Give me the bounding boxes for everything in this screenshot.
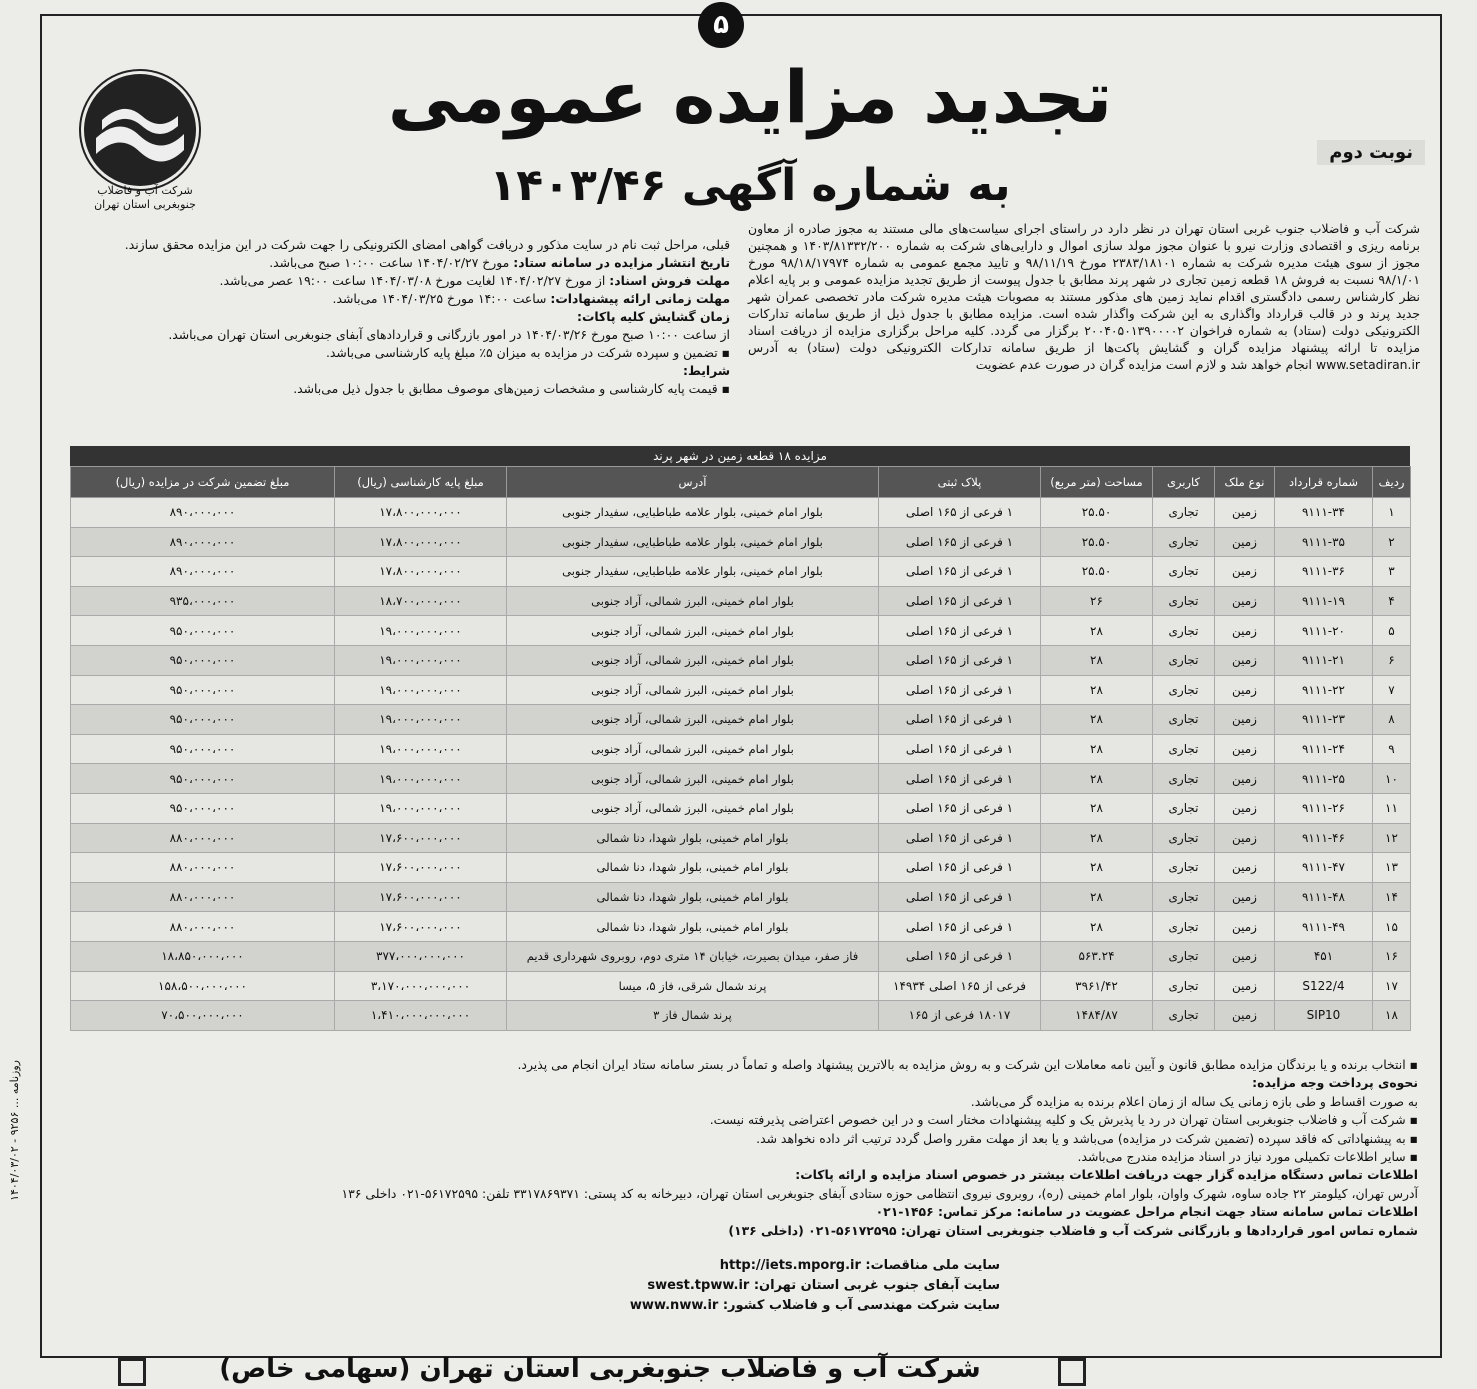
- table-row: [71, 586, 1411, 616]
- table-cell: ۲۸: [1041, 645, 1153, 675]
- table-header-row: [71, 467, 1411, 498]
- table-cell: بلوار امام خمینی، بلوار علامه طباطبایی، سفیدار جنوبی: [507, 557, 879, 587]
- table-cell: ۱۱: [1373, 793, 1411, 823]
- table-cell: ۹۵۰،۰۰۰،۰۰۰: [71, 705, 335, 735]
- logo-caption: [50, 184, 240, 212]
- intro-details: [120, 236, 730, 398]
- table-cell: زمین: [1215, 498, 1275, 528]
- table-cell: ۲۸: [1041, 823, 1153, 853]
- page-badge: ۵: [698, 2, 744, 48]
- table-cell: ۳: [1373, 557, 1411, 587]
- table-cell: ۱۷،۸۰۰،۰۰۰،۰۰۰: [335, 498, 507, 528]
- note-rights: ▪ شرکت آب و فاضلاب جنوبغربی استان تهران در رد یا پذیرش یک و کلیه پیشنهادات مختار است و در این خصوص اعتراضی پذیرفته نیست.: [709, 1112, 1418, 1128]
- table-row: [71, 645, 1411, 675]
- table-cell: ۹۵۰،۰۰۰،۰۰۰: [71, 675, 335, 705]
- table-header-cell: شماره قرارداد: [1275, 467, 1373, 498]
- table-cell: ۱۲: [1373, 823, 1411, 853]
- table-cell: ۲۸: [1041, 882, 1153, 912]
- table-cell: زمین: [1215, 823, 1275, 853]
- table-cell: ۱ فرعی از ۱۶۵ اصلی: [879, 616, 1041, 646]
- offer-deadline: مهلت زمانی ارائه پیشنهادات: ساعت ۱۴:۰۰ مورخ ۱۴۰۴/۰۳/۲۵ می‌باشد.: [332, 291, 730, 306]
- opening-label: زمان گشایش کلیه پاکات:: [576, 309, 730, 324]
- table-cell: ۸۸۰،۰۰۰،۰۰۰: [71, 882, 335, 912]
- table-row: [71, 527, 1411, 557]
- table-cell: ۹۵۰،۰۰۰،۰۰۰: [71, 793, 335, 823]
- table-cell: ۶: [1373, 645, 1411, 675]
- table-cell: ۱ فرعی از ۱۶۵ اصلی: [879, 823, 1041, 853]
- table-cell: بلوار امام خمینی، البرز شمالی، آراد جنوبی: [507, 764, 879, 794]
- table-cell: فرعی از ۱۶۵ اصلی ۱۴۹۳۴: [879, 971, 1041, 1001]
- table-body: [71, 498, 1411, 1031]
- table-cell: تجاری: [1153, 882, 1215, 912]
- publish-date: تاریخ انتشار مزایده در سامانه ستاد: مورخ ۱۴۰۴/۰۲/۲۷ ساعت ۱۰:۰۰ صبح می‌باشد.: [269, 255, 730, 270]
- table-cell: تجاری: [1153, 734, 1215, 764]
- table-cell: تجاری: [1153, 941, 1215, 971]
- ad-title: تجدید مزایده عمومی: [387, 55, 1113, 139]
- table-cell: ۲۶: [1041, 586, 1153, 616]
- table-cell: ۱۷،۶۰۰،۰۰۰،۰۰۰: [335, 853, 507, 883]
- table-cell: ۹۱۱۱-۲۶: [1275, 793, 1373, 823]
- table-cell: ۱۴۸۴/۸۷: [1041, 1001, 1153, 1031]
- table-cell: ۹۱۱۱-۲۴: [1275, 734, 1373, 764]
- table-cell: ۱۹،۰۰۰،۰۰۰،۰۰۰: [335, 675, 507, 705]
- table-cell: تجاری: [1153, 675, 1215, 705]
- table-cell: ۱ فرعی از ۱۶۵ اصلی: [879, 912, 1041, 942]
- intro-paragraph: شرکت آب و فاضلاب جنوب غربی استان تهران در نظر دارد در راستای اجرای سیاست‌های مالی مستند به مجوز صادره از معاون برنامه ریزی و اقتصادی وزارت نیرو با عنوان مجوز مولد سازی اموال و دارایی‌های شرکت به شماره ۱۴۰۳/۸۱۳۳۲/۲۰۰ و همچنین مجوز از سوی هیئت مدیره شرکت به شماره ۲۳۸۳/۱۸۱۰۱ مورخ ۹۸/۱۱/۱۹ و تایید مجمع عمومی به شماره ۹۸/۱۸/۱۷۹۷۴ مورخ ۹۸/۱/۰۱ نسبت به فروش ۱۸ قطعه زمین تجاری در شهر پرند مطابق با جدول پیوست از طریق تجدید مزایده عمومی و بر پایه اعلام نظر کارشناس رسمی دادگستری اقدام نماید زمین های مذکور مستند به مصوبات هیئت مدیره شرکت مادر تخصصی عمران شهر جدید پرند و در قالب قرارداد واگذاری به این شرکت واگذار شده است. مزایده مطابق با جدول ذیل از طریق سامانه تدارکات الکترونیکی دولت (ستاد) به شماره فراخوان ۲۰۰۴۰۵۰۱۳۹۰۰۰۰۲ برگزار می گردد. کلیه مراحل برگزاری مزایده از دریافت اسناد مزایده تا ارائه پیشنهاد مزایده گران و گشایش پاکت‌ها از طریق سامانه تدارکات الکترونیکی دولت (ستاد) به آدرس www.setadiran.ir انجام خواهد شد و لازم است مزایده گران در صورت عدم عضویت: [748, 221, 1421, 372]
- table-cell: زمین: [1215, 705, 1275, 735]
- table-row: [71, 734, 1411, 764]
- table-cell: تجاری: [1153, 823, 1215, 853]
- table-cell: تجاری: [1153, 853, 1215, 883]
- table-caption: مزایده ۱۸ قطعه زمین در شهر پرند: [70, 446, 1410, 466]
- links-section: [480, 1256, 1000, 1316]
- table-cell: تجاری: [1153, 912, 1215, 942]
- table-cell: ۲۸: [1041, 793, 1153, 823]
- table-cell: بلوار امام خمینی، بلوار علامه طباطبایی، سفیدار جنوبی: [507, 498, 879, 528]
- table-cell: ۹۱۱۱-۲۰: [1275, 616, 1373, 646]
- table-cell: زمین: [1215, 853, 1275, 883]
- table-cell: بلوار امام خمینی، البرز شمالی، آراد جنوبی: [507, 675, 879, 705]
- table-cell: ۲۵.۵۰: [1041, 557, 1153, 587]
- table-cell: بلوار امام خمینی، البرز شمالی، آراد جنوبی: [507, 705, 879, 735]
- table-cell: ۸۸۰،۰۰۰،۰۰۰: [71, 853, 335, 883]
- contact-address: آدرس تهران، کیلومتر ۲۲ جاده ساوه، شهرک واوان، بلوار امام خمینی (ره)، روبروی نیروی انتظامی حوزه ستادی آبفای جنوبغربی استان تهران، دبیرخانه به کد پستی: ۳۳۱۷۸۶۹۳۷۱ تلفن: ۵۶۱۷۲۵۹۵-۰۲۱ داخلی ۱۳۶: [341, 1185, 1418, 1201]
- table-cell: بلوار امام خمینی، بلوار شهدا، دنا شمالی: [507, 882, 879, 912]
- table-cell: ۱۷،۸۰۰،۰۰۰،۰۰۰: [335, 527, 507, 557]
- table-cell: زمین: [1215, 557, 1275, 587]
- table-cell: زمین: [1215, 586, 1275, 616]
- footer-company: شرکت آب و فاضلاب جنوبغربی استان تهران (سهامی خاص): [219, 1354, 981, 1384]
- table-cell: ۹: [1373, 734, 1411, 764]
- note-deposit: ▪ به پیشنهاداتی که فاقد سپرده (تضمین شرکت در مزایده) می‌باشد و یا بعد از مهلت مقرر واصل گردد ترتیب اثر داده نخواهد شد.: [756, 1130, 1418, 1146]
- table-header-cell: ردیف: [1373, 467, 1411, 498]
- table-cell: ۱ فرعی از ۱۶۵ اصلی: [879, 853, 1041, 883]
- table-cell: ۹۵۰،۰۰۰،۰۰۰: [71, 645, 335, 675]
- table-cell: ۳،۱۷۰،۰۰۰،۰۰۰،۰۰۰: [335, 971, 507, 1001]
- table-cell: ۱۳: [1373, 853, 1411, 883]
- table-cell: ۱۶: [1373, 941, 1411, 971]
- table-cell: بلوار امام خمینی، بلوار شهدا، دنا شمالی: [507, 853, 879, 883]
- table-row: [71, 971, 1411, 1001]
- logo-caption-line2: جنوبغربی استان تهران: [94, 198, 196, 211]
- table-cell: زمین: [1215, 1001, 1275, 1031]
- auction-table-wrap: [70, 446, 1410, 1031]
- table-cell: بلوار امام خمینی، البرز شمالی، آراد جنوبی: [507, 793, 879, 823]
- table-cell: ۱ فرعی از ۱۶۵ اصلی: [879, 527, 1041, 557]
- table-cell: ۸۸۰،۰۰۰،۰۰۰: [71, 823, 335, 853]
- table-row: [71, 764, 1411, 794]
- table-cell: زمین: [1215, 971, 1275, 1001]
- table-cell: تجاری: [1153, 557, 1215, 587]
- table-cell: ۹۱۱۱-۴۶: [1275, 823, 1373, 853]
- table-cell: ۱ فرعی از ۱۶۵ اصلی: [879, 764, 1041, 794]
- table-cell: ۳۹۶۱/۴۲: [1041, 971, 1153, 1001]
- table-cell: ۱۷،۸۰۰،۰۰۰،۰۰۰: [335, 557, 507, 587]
- table-cell: ۱،۴۱۰،۰۰۰،۰۰۰،۰۰۰: [335, 1001, 507, 1031]
- table-cell: بلوار امام خمینی، البرز شمالی، آراد جنوبی: [507, 645, 879, 675]
- table-cell: ۲۸: [1041, 764, 1153, 794]
- table-cell: تجاری: [1153, 645, 1215, 675]
- table-cell: ۹۱۱۱-۳۵: [1275, 527, 1373, 557]
- table-header-cell: مبلغ پایه کارشناسی (ریال): [335, 467, 507, 498]
- table-cell: تجاری: [1153, 793, 1215, 823]
- link-nww[interactable]: سایت شرکت مهندسی آب و فاضلاب کشور: www.nww.ir: [629, 1298, 1000, 1313]
- table-cell: پرند شمال فاز ۳: [507, 1001, 879, 1031]
- footer-square-left: [118, 1358, 146, 1386]
- table-cell: ۱۹،۰۰۰،۰۰۰،۰۰۰: [335, 645, 507, 675]
- table-row: [71, 823, 1411, 853]
- table-cell: ۱ فرعی از ۱۶۵ اصلی: [879, 793, 1041, 823]
- table-cell: ۱ فرعی از ۱۶۵ اصلی: [879, 498, 1041, 528]
- table-cell: بلوار امام خمینی، بلوار شهدا، دنا شمالی: [507, 912, 879, 942]
- table-cell: ۲۸: [1041, 853, 1153, 883]
- table-cell: ۱ فرعی از ۱۶۵ اصلی: [879, 882, 1041, 912]
- table-cell: پرند شمال شرقی، فاز ۵، میسا: [507, 971, 879, 1001]
- table-cell: تجاری: [1153, 586, 1215, 616]
- table-cell: بلوار امام خمینی، البرز شمالی، آراد جنوبی: [507, 586, 879, 616]
- price-note: ▪ قیمت پایه کارشناسی و مشخصات زمین‌های موصوف مطابق با جدول ذیل می‌باشد.: [293, 381, 730, 396]
- table-cell: ۵۶۳.۲۴: [1041, 941, 1153, 971]
- table-cell: تجاری: [1153, 527, 1215, 557]
- table-row: [71, 557, 1411, 587]
- table-cell: زمین: [1215, 734, 1275, 764]
- table-cell: ۲: [1373, 527, 1411, 557]
- table-cell: ۱ فرعی از ۱۶۵ اصلی: [879, 941, 1041, 971]
- table-cell: ۹۱۱۱-۲۱: [1275, 645, 1373, 675]
- table-cell: ۱۸: [1373, 1001, 1411, 1031]
- intro-line: قبلی، مراحل ثبت نام در سایت مذکور و دریافت گواهی امضای الکترونیکی را جهت شرکت در این مزایده محقق سازند.: [124, 237, 730, 252]
- table-cell: ۸۹۰،۰۰۰،۰۰۰: [71, 557, 335, 587]
- table-cell: ۱ فرعی از ۱۶۵ اصلی: [879, 645, 1041, 675]
- table-cell: ۸۹۰،۰۰۰،۰۰۰: [71, 527, 335, 557]
- table-cell: ۱۰: [1373, 764, 1411, 794]
- deposit-note: ▪ تضمین و سپرده شرکت در مزایده به میزان ۵٪ مبلغ پایه کارشناسی می‌باشد.: [325, 345, 730, 360]
- table-cell: ۱۷،۶۰۰،۰۰۰،۰۰۰: [335, 912, 507, 942]
- table-cell: ۹۱۱۱-۲۲: [1275, 675, 1373, 705]
- note-payment-label: نحوه‌ی پرداخت وجه مزایده:: [1252, 1075, 1418, 1091]
- table-cell: ۸: [1373, 705, 1411, 735]
- table-row: [71, 1001, 1411, 1031]
- table-cell: زمین: [1215, 793, 1275, 823]
- table-row: [71, 705, 1411, 735]
- table-cell: ۹۱۱۱-۲۳: [1275, 705, 1373, 735]
- table-cell: ۱۸۰۱۷ فرعی از ۱۶۵: [879, 1001, 1041, 1031]
- table-cell: ۸۹۰،۰۰۰،۰۰۰: [71, 498, 335, 528]
- table-row: [71, 675, 1411, 705]
- table-cell: تجاری: [1153, 764, 1215, 794]
- table-cell: ۱۹،۰۰۰،۰۰۰،۰۰۰: [335, 793, 507, 823]
- table-cell: ۱۸،۷۰۰،۰۰۰،۰۰۰: [335, 586, 507, 616]
- table-cell: ۱۷،۶۰۰،۰۰۰،۰۰۰: [335, 882, 507, 912]
- table-cell: ۱۹،۰۰۰،۰۰۰،۰۰۰: [335, 616, 507, 646]
- table-row: [71, 793, 1411, 823]
- table-cell: ۳۷۷،۰۰۰،۰۰۰،۰۰۰: [335, 941, 507, 971]
- table-cell: ۵: [1373, 616, 1411, 646]
- table-cell: S122/4: [1275, 971, 1373, 1001]
- table-header-cell: آدرس: [507, 467, 879, 498]
- table-cell: ۱۹،۰۰۰،۰۰۰،۰۰۰: [335, 734, 507, 764]
- table-cell: ۹۵۰،۰۰۰،۰۰۰: [71, 734, 335, 764]
- table-cell: ۲۵.۵۰: [1041, 498, 1153, 528]
- round-label: نوبت دوم: [1317, 140, 1425, 165]
- link-swest[interactable]: سایت آبفای جنوب غربی استان تهران: swest.tpww.ir: [647, 1278, 1000, 1293]
- table-cell: ۸۸۰،۰۰۰،۰۰۰: [71, 912, 335, 942]
- table-header-cell: مبلغ تضمین شرکت در مزایده (ریال): [71, 467, 335, 498]
- table-cell: ۱۴: [1373, 882, 1411, 912]
- contact-label: اطلاعات تماس دستگاه مزایده گزار جهت دریافت اطلاعات بیشتر در خصوص اسناد مزایده و ارائه پاکات:: [795, 1167, 1418, 1183]
- contracts-contact: شماره تماس امور قراردادها و بازرگانی شرکت آب و فاضلاب جنوبغربی استان تهران: ۵۶۱۷۲۵۹۵-۰۲۱ (داخلی ۱۳۶): [728, 1222, 1418, 1238]
- table-cell: ۹۱۱۱-۳۴: [1275, 498, 1373, 528]
- table-cell: فاز صفر، میدان بصیرت، خیابان ۱۴ متری دوم، روبروی شهرداری قدیم: [507, 941, 879, 971]
- table-header-cell: مساحت (متر مربع): [1041, 467, 1153, 498]
- note-other: ▪ سایر اطلاعات تکمیلی مورد نیاز در اسناد مزایده مندرج می‌باشد.: [1077, 1149, 1418, 1165]
- table-cell: زمین: [1215, 616, 1275, 646]
- table-cell: ۹۱۱۱-۴۷: [1275, 853, 1373, 883]
- table-cell: تجاری: [1153, 498, 1215, 528]
- table-cell: ۴: [1373, 586, 1411, 616]
- setad-contact: اطلاعات تماس سامانه ستاد جهت انجام مراحل عضویت در سامانه: مرکز تماس: ۱۴۵۶-۰۲۱: [875, 1204, 1418, 1220]
- table-row: [71, 853, 1411, 883]
- table-cell: زمین: [1215, 764, 1275, 794]
- table-cell: ۲۸: [1041, 705, 1153, 735]
- table-cell: ۱ فرعی از ۱۶۵ اصلی: [879, 586, 1041, 616]
- opening-time: از ساعت ۱۰:۰۰ صبح مورخ ۱۴۰۴/۰۳/۲۶ در امور بازرگانی و قراردادهای آبفای جنوبغربی استان تهران می‌باشد.: [168, 327, 730, 342]
- logo-caption-line1: شرکت آب و فاضلاب: [97, 184, 193, 197]
- table-row: [71, 912, 1411, 942]
- note-winner: ▪ انتخاب برنده و یا برندگان مزایده مطابق قانون و آیین نامه معاملات این شرکت و به روش مزایده به بالاترین پیشنهاد واصله و تماماً در بستر سامانه ستاد ایران انجام می پذیرد.: [517, 1057, 1418, 1072]
- table-cell: ۱ فرعی از ۱۶۵ اصلی: [879, 557, 1041, 587]
- table-cell: ۹۵۰،۰۰۰،۰۰۰: [71, 616, 335, 646]
- table-header-cell: کاربری: [1153, 467, 1215, 498]
- table-cell: ۱: [1373, 498, 1411, 528]
- table-cell: ۱۷،۶۰۰،۰۰۰،۰۰۰: [335, 823, 507, 853]
- table-cell: ۹۵۰،۰۰۰،۰۰۰: [71, 764, 335, 794]
- table-cell: ۷: [1373, 675, 1411, 705]
- table-cell: ۲۸: [1041, 675, 1153, 705]
- table-cell: بلوار امام خمینی، البرز شمالی، آراد جنوبی: [507, 734, 879, 764]
- table-cell: ۷۰،۵۰۰،۰۰۰،۰۰۰: [71, 1001, 335, 1031]
- notes-section: [150, 1056, 1418, 1240]
- ad-number: به شماره آگهی ۱۴۰۳/۴۶: [489, 160, 1011, 211]
- table-header-cell: نوع ملک: [1215, 467, 1275, 498]
- table-header-cell: پلاک ثبتی: [879, 467, 1041, 498]
- table-row: [71, 941, 1411, 971]
- table-cell: SIP10: [1275, 1001, 1373, 1031]
- table-cell: زمین: [1215, 882, 1275, 912]
- table-cell: ۱۷: [1373, 971, 1411, 1001]
- table-cell: ۲۸: [1041, 734, 1153, 764]
- conditions-label: شرایط:: [682, 363, 730, 378]
- table-cell: زمین: [1215, 941, 1275, 971]
- table-cell: زمین: [1215, 675, 1275, 705]
- table-cell: ۹۱۱۱-۳۶: [1275, 557, 1373, 587]
- table-cell: ۹۱۱۱-۲۵: [1275, 764, 1373, 794]
- table-cell: تجاری: [1153, 705, 1215, 735]
- table-row: [71, 498, 1411, 528]
- table-cell: ۱۹،۰۰۰،۰۰۰،۰۰۰: [335, 705, 507, 735]
- table-row: [71, 616, 1411, 646]
- auction-table: [70, 466, 1411, 1031]
- table-cell: ۱ فرعی از ۱۶۵ اصلی: [879, 734, 1041, 764]
- table-cell: ۱۵۸،۵۰۰،۰۰۰،۰۰۰: [71, 971, 335, 1001]
- table-cell: تجاری: [1153, 971, 1215, 1001]
- table-cell: ۱ فرعی از ۱۶۵ اصلی: [879, 705, 1041, 735]
- table-cell: تجاری: [1153, 1001, 1215, 1031]
- table-cell: ۱۹،۰۰۰،۰۰۰،۰۰۰: [335, 764, 507, 794]
- table-cell: زمین: [1215, 527, 1275, 557]
- table-cell: ۹۱۱۱-۴۹: [1275, 912, 1373, 942]
- table-cell: ۱ فرعی از ۱۶۵ اصلی: [879, 675, 1041, 705]
- table-cell: ۴۵۱: [1275, 941, 1373, 971]
- table-cell: ۹۱۱۱-۱۹: [1275, 586, 1373, 616]
- table-cell: بلوار امام خمینی، بلوار علامه طباطبایی، سفیدار جنوبی: [507, 527, 879, 557]
- table-cell: زمین: [1215, 912, 1275, 942]
- table-cell: تجاری: [1153, 616, 1215, 646]
- table-cell: ۹۳۵،۰۰۰،۰۰۰: [71, 586, 335, 616]
- table-cell: ۱۵: [1373, 912, 1411, 942]
- link-iets[interactable]: سایت ملی مناقصات: http://iets.mporg.ir: [719, 1258, 1000, 1273]
- table-cell: ۱۸،۸۵۰،۰۰۰،۰۰۰: [71, 941, 335, 971]
- table-cell: زمین: [1215, 645, 1275, 675]
- sale-deadline: مهلت فروش اسناد: از مورخ ۱۴۰۴/۰۲/۲۷ لغایت مورخ ۱۴۰۴/۰۳/۰۸ ساعت ۱۹:۰۰ عصر می‌باشد.: [219, 273, 730, 288]
- footer-square-right: [1058, 1358, 1086, 1386]
- table-cell: ۹۱۱۱-۴۸: [1275, 882, 1373, 912]
- note-payment: به صورت اقساط و طی بازه زمانی یک ساله از زمان اعلام برنده به مزایده گر می‌باشد.: [970, 1093, 1418, 1109]
- table-cell: بلوار امام خمینی، بلوار شهدا، دنا شمالی: [507, 823, 879, 853]
- table-cell: ۲۸: [1041, 616, 1153, 646]
- table-row: [71, 882, 1411, 912]
- side-date: روزنامه ... ۹۲۵۶ - ۱۴۰۴/۰۳/۰۲: [8, 1060, 21, 1201]
- table-cell: ۲۵.۵۰: [1041, 527, 1153, 557]
- table-cell: ۲۸: [1041, 912, 1153, 942]
- table-cell: بلوار امام خمینی، البرز شمالی، آراد جنوبی: [507, 616, 879, 646]
